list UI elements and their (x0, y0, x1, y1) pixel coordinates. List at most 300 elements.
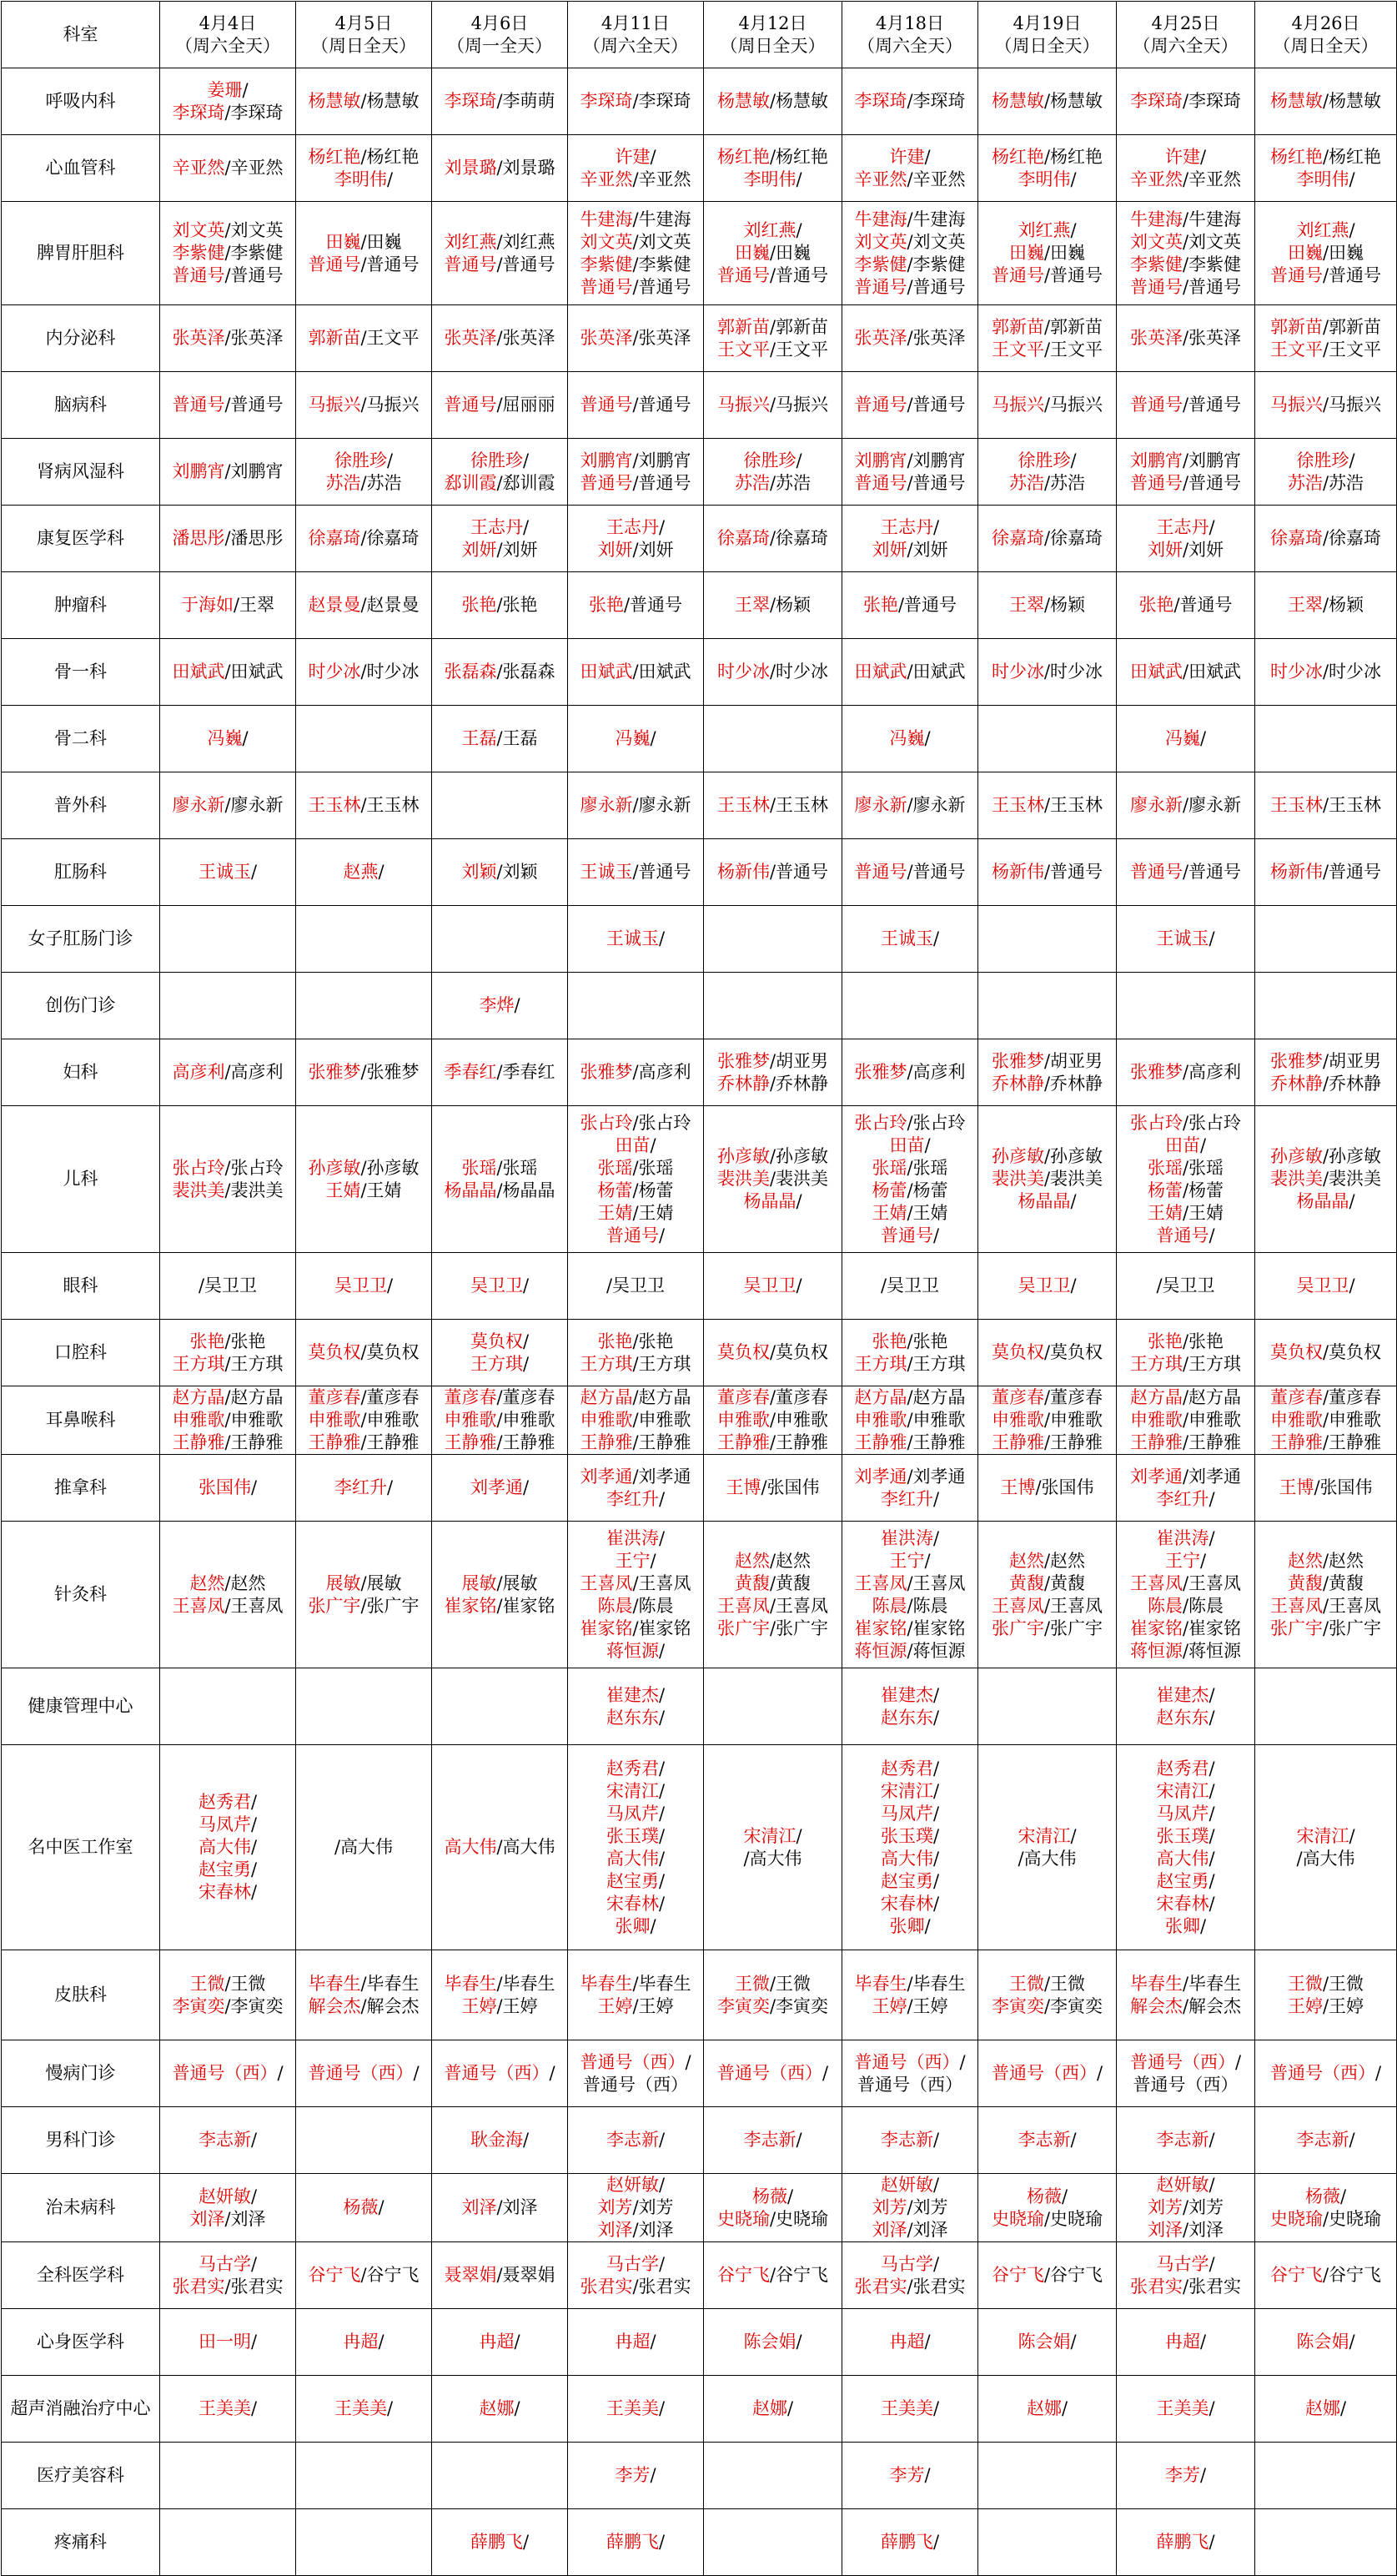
afternoon-doctor: / (250, 2130, 258, 2150)
morning-doctor: 高大伟 (606, 1848, 659, 1869)
table-row (2, 906, 1397, 973)
afternoon-doctor: /王微 (1322, 1973, 1364, 1994)
doctor-line (1257, 1825, 1394, 1848)
morning-doctor: 张雅梦 (1129, 1062, 1183, 1082)
doctor-line (298, 472, 430, 495)
schedule-cell (160, 1106, 296, 1253)
doctor-line (706, 1550, 840, 1572)
afternoon-doctor: / (786, 2398, 794, 2418)
afternoon-doctor: / (796, 2332, 802, 2352)
schedule-cell (1117, 2174, 1255, 2242)
afternoon-doctor: /吴卫卫 (880, 1275, 940, 1296)
afternoon-doctor: /张占玲 (907, 1112, 966, 1133)
schedule-cell (978, 1745, 1117, 1950)
doctor-line (162, 1859, 294, 1881)
afternoon-doctor: / (924, 2332, 931, 2352)
afternoon-doctor: /王静雅 (1322, 1432, 1382, 1452)
table-row (2, 439, 1397, 506)
doctor-line (844, 209, 976, 231)
doctor-line (844, 1431, 976, 1454)
afternoon-doctor: 普通号（西） (857, 2074, 962, 2095)
morning-doctor: 李明伟 (743, 169, 796, 189)
morning-doctor: 刘文英 (1129, 231, 1183, 252)
morning-doctor: 吴卫卫 (470, 1275, 523, 1296)
schedule-cell (1117, 1106, 1255, 1253)
morning-doctor: 刘妍 (461, 539, 497, 560)
schedule-cell (704, 2040, 842, 2107)
afternoon-doctor: /乔林静 (769, 1073, 829, 1094)
morning-doctor: 王婧 (872, 1202, 907, 1223)
afternoon-doctor: / (932, 928, 940, 948)
table-row (2, 2040, 1397, 2107)
doctor-line (570, 2074, 701, 2096)
morning-doctor: 宋春林 (198, 1882, 251, 1902)
date-column-header (1255, 2, 1397, 68)
doctor-line (844, 594, 976, 616)
afternoon-doctor: /高大伟 (1296, 1848, 1355, 1869)
schedule-cell (568, 2443, 704, 2509)
schedule-cell (1255, 973, 1397, 1039)
doctor-line (706, 1973, 840, 1995)
morning-doctor: 杨蕾 (1147, 1180, 1183, 1200)
morning-doctor: 马振兴 (716, 395, 770, 415)
afternoon-doctor: / (1209, 2253, 1215, 2274)
morning-doctor: 王诚玉 (1156, 928, 1209, 948)
dept-name: 脑病科 (2, 372, 160, 439)
date-column-header (842, 2, 978, 68)
schedule-cell (432, 2040, 568, 2107)
morning-doctor: 刘颖 (461, 862, 497, 882)
schedule-cell (1117, 439, 1255, 506)
day-label: （周日全天） (720, 35, 826, 56)
morning-doctor: 崔洪涛 (606, 1527, 659, 1548)
doctor-line (706, 1409, 840, 1431)
afternoon-doctor: /崔家铭 (496, 1595, 555, 1616)
afternoon-doctor: /申雅歌 (907, 1410, 966, 1430)
schedule-cell (1117, 1668, 1255, 1745)
afternoon-doctor: /王方琪 (907, 1353, 966, 1374)
schedule-cell (704, 2107, 842, 2174)
schedule-cell (568, 2309, 704, 2376)
doctor-line (844, 1848, 976, 1870)
doctor-line (1118, 1112, 1253, 1135)
afternoon-doctor: /申雅歌 (1182, 1410, 1242, 1430)
doctor-line (1257, 2331, 1394, 2353)
morning-doctor: 冉超 (889, 2332, 925, 2352)
table-row (2, 1320, 1397, 1386)
day-label: （周六全天） (1133, 35, 1239, 56)
doctor-line (1118, 327, 1253, 350)
morning-doctor: 马古学 (1156, 2253, 1209, 2274)
afternoon-doctor: / (932, 2398, 940, 2418)
afternoon-doctor: /毕春生 (907, 1973, 966, 1994)
afternoon-doctor: /莫负权 (1322, 1342, 1382, 1362)
schedule-cell (568, 1668, 704, 1745)
schedule-cell (296, 202, 432, 305)
morning-doctor: 王婷 (597, 1995, 633, 2016)
doctor-line (706, 264, 840, 287)
afternoon-doctor: / (796, 1275, 802, 1296)
afternoon-doctor: / (250, 862, 258, 882)
morning-doctor: 田苗 (1164, 1135, 1200, 1155)
doctor-line (162, 2208, 294, 2231)
afternoon-doctor: /王方琪 (224, 1353, 284, 1374)
morning-doctor: 刘文英 (172, 220, 225, 240)
schedule-cell (978, 772, 1117, 839)
doctor-line (706, 1595, 840, 1618)
afternoon-doctor: /王玉林 (1322, 795, 1382, 815)
schedule-cell (160, 2242, 296, 2309)
schedule-cell (160, 839, 296, 906)
doctor-line (844, 2174, 976, 2196)
morning-doctor: 莫负权 (991, 1342, 1044, 1362)
table-row (2, 2443, 1397, 2509)
doctor-line (298, 1409, 430, 1431)
doctor-line (434, 157, 565, 179)
doctor-line (1118, 2074, 1253, 2096)
schedule-cell (568, 973, 704, 1039)
morning-doctor: 田一明 (198, 2332, 251, 2352)
morning-doctor: 李寅奕 (716, 1995, 770, 2016)
afternoon-doctor: /解会杰 (360, 1995, 420, 2016)
doctor-line (1257, 1145, 1394, 1168)
schedule-cell (704, 772, 842, 839)
morning-doctor: 王宁 (889, 1550, 925, 1571)
morning-doctor: 刘鹏宵 (172, 461, 225, 481)
day-label: （周六全天） (175, 35, 280, 56)
afternoon-doctor: /刘泽 (496, 2197, 538, 2217)
schedule-cell (160, 572, 296, 639)
schedule-cell (432, 135, 568, 202)
morning-doctor: 杨新伟 (716, 862, 770, 882)
afternoon-doctor: / (924, 1550, 931, 1571)
doctor-line (298, 1386, 430, 1409)
morning-doctor: 马振兴 (991, 395, 1044, 415)
doctor-line (298, 1572, 430, 1595)
doctor-line (980, 861, 1114, 883)
morning-doctor: 莫负权 (1269, 1342, 1323, 1362)
morning-doctor: 马凤芹 (198, 1814, 251, 1834)
morning-doctor: 赵然 (734, 1550, 770, 1571)
doctor-line (844, 1061, 976, 1084)
morning-doctor: 田斌武 (580, 662, 633, 682)
schedule-cell (568, 372, 704, 439)
morning-doctor: 裴洪美 (716, 1169, 770, 1189)
schedule-cell (568, 1106, 704, 1253)
date-column-header (1117, 2, 1255, 68)
schedule-cell (432, 2309, 568, 2376)
afternoon-doctor: / (932, 1870, 940, 1891)
morning-doctor: 申雅歌 (716, 1410, 770, 1430)
afternoon-doctor: / (522, 450, 530, 470)
afternoon-doctor: /解会杰 (1182, 1995, 1242, 2016)
morning-doctor: 刘泽 (597, 2220, 633, 2240)
morning-doctor: 时少冰 (308, 662, 361, 682)
morning-doctor: 许建 (889, 146, 925, 167)
schedule-cell (160, 439, 296, 506)
schedule-cell (296, 305, 432, 372)
dept-name: 妇科 (2, 1039, 160, 1106)
afternoon-doctor: /蒋恒源 (907, 1640, 966, 1661)
morning-doctor: 王喜凤 (172, 1595, 225, 1616)
morning-doctor: 杨新伟 (991, 862, 1044, 882)
doctor-line (980, 1595, 1114, 1618)
morning-doctor: 王静雅 (172, 1432, 225, 1452)
schedule-cell (296, 706, 432, 772)
schedule-cell (1255, 439, 1397, 506)
doctor-line (1118, 90, 1253, 113)
doctor-line (980, 1409, 1114, 1431)
doctor-line (434, 1995, 565, 2018)
morning-doctor: 普通号 (716, 265, 770, 285)
doctor-line (1118, 1466, 1253, 1488)
doctor-line (1257, 316, 1394, 339)
doctor-line (706, 146, 840, 169)
doctor-line (298, 2397, 430, 2420)
morning-doctor: 赵妍敏 (880, 2175, 933, 2195)
morning-doctor: 王志丹 (606, 516, 659, 537)
doctor-line (706, 1572, 840, 1595)
afternoon-doctor: /李紫健 (907, 254, 966, 274)
doctor-line (844, 2074, 976, 2096)
afternoon-doctor: /赵方晶 (907, 1387, 966, 1407)
schedule-cell (296, 439, 432, 506)
schedule-cell (160, 2309, 296, 2376)
schedule-cell (432, 202, 568, 305)
dept-name: 健康管理中心 (2, 1668, 160, 1745)
afternoon-doctor: /张磊森 (496, 662, 555, 682)
morning-doctor: 张广宇 (308, 1595, 361, 1616)
afternoon-doctor: /王喜凤 (1322, 1595, 1382, 1616)
morning-doctor: 李寅奕 (991, 1995, 1044, 2016)
doctor-line (1257, 1431, 1394, 1454)
afternoon-doctor: /胡亚男 (1043, 1050, 1103, 1071)
doctor-line (1118, 516, 1253, 539)
doctor-line (706, 1341, 840, 1364)
dept-name: 儿科 (2, 1106, 160, 1253)
doctor-line (570, 2129, 701, 2151)
doctor-line (1118, 1331, 1253, 1353)
doctor-line (162, 2397, 294, 2420)
afternoon-doctor: /普通号 (496, 254, 555, 274)
afternoon-doctor: /普通号 (1322, 862, 1382, 882)
doctor-line (1118, 2253, 1253, 2276)
doctor-line (162, 1157, 294, 1180)
doctor-line (1118, 1550, 1253, 1572)
afternoon-doctor: /杨慧敏 (360, 91, 420, 111)
afternoon-doctor: /普通号 (1043, 862, 1103, 882)
afternoon-doctor: /王微 (1043, 1973, 1086, 1994)
doctor-line (570, 327, 701, 350)
date-label: 4月26日 (1291, 13, 1360, 33)
morning-doctor: 裴洪美 (172, 1180, 225, 1200)
schedule-cell (842, 1253, 978, 1320)
afternoon-doctor: /申雅歌 (496, 1410, 555, 1430)
dept-name: 慢病门诊 (2, 2040, 160, 2107)
doctor-line (162, 1477, 294, 1499)
doctor-line (1257, 1572, 1394, 1595)
afternoon-doctor: /李紫健 (224, 243, 284, 263)
doctor-line (298, 1275, 430, 1297)
morning-doctor: 普通号 (991, 265, 1044, 285)
doctor-line (844, 2196, 976, 2219)
afternoon-doctor: /王婷 (1322, 1995, 1364, 2016)
schedule-cell (842, 639, 978, 706)
morning-doctor: 乔林静 (1269, 1073, 1323, 1094)
morning-doctor: 莫负权 (470, 1331, 523, 1351)
table-row (2, 1745, 1397, 1950)
afternoon-doctor: /普通号 (360, 254, 420, 274)
schedule-cell (978, 305, 1117, 372)
afternoon-doctor: /王婧 (360, 1180, 402, 1200)
morning-doctor: 廖永新 (1129, 795, 1183, 815)
morning-doctor: 张占玲 (854, 1112, 907, 1133)
doctor-line (1118, 472, 1253, 495)
morning-doctor: 黄馥 (1008, 1572, 1044, 1593)
doctor-line (570, 1618, 701, 1640)
schedule-cell (978, 68, 1117, 135)
doctor-line (980, 1050, 1114, 1073)
afternoon-doctor: /王静雅 (360, 1432, 420, 1452)
morning-doctor: 赵娜 (1304, 2398, 1340, 2418)
doctor-line (980, 2397, 1114, 2420)
morning-doctor: 申雅歌 (580, 1410, 633, 1430)
doctor-line (1118, 861, 1253, 883)
schedule-cell (296, 1745, 432, 1950)
morning-doctor: 张艳 (1147, 1331, 1183, 1351)
doctor-line (570, 231, 701, 254)
afternoon-doctor: /毕春生 (632, 1973, 691, 1994)
doctor-line (570, 1409, 701, 1431)
afternoon-doctor: / (658, 1684, 666, 1705)
schedule-cell (432, 572, 568, 639)
schedule-cell (296, 572, 432, 639)
schedule-cell (1255, 372, 1397, 439)
morning-doctor: 王美美 (334, 2398, 387, 2418)
schedule-cell (568, 1522, 704, 1668)
morning-doctor: 王文平 (716, 339, 770, 360)
doctor-line (1118, 1225, 1253, 1247)
doctor-line (1118, 1527, 1253, 1550)
morning-doctor: 郄训霞 (444, 472, 497, 493)
doctor-line (1118, 169, 1253, 191)
morning-doctor: 普通号 (1156, 1225, 1209, 1245)
doctor-line (162, 594, 294, 616)
morning-doctor: 苏浩 (1287, 472, 1323, 493)
afternoon-doctor: / (959, 2051, 966, 2072)
schedule-cell (842, 1522, 978, 1668)
afternoon-doctor: / (658, 516, 666, 537)
afternoon-doctor: /毕春生 (1182, 1973, 1242, 1994)
afternoon-doctor: / (1349, 169, 1355, 189)
doctor-line (434, 472, 565, 495)
afternoon-doctor: /黄馥 (1322, 1572, 1364, 1593)
afternoon-doctor: /辛亚然 (224, 158, 284, 178)
afternoon-doctor: /申雅歌 (360, 1410, 420, 1430)
doctor-line (162, 2331, 294, 2353)
schedule-cell (704, 1106, 842, 1253)
morning-doctor: 赵秀君 (880, 1758, 933, 1779)
doctor-line (1257, 2397, 1394, 2420)
doctor-line (844, 1803, 976, 1825)
morning-doctor: 崔家铭 (854, 1618, 907, 1638)
morning-doctor: 王喜凤 (854, 1572, 907, 1593)
schedule-cell (296, 2107, 432, 2174)
morning-doctor: 申雅歌 (172, 1410, 225, 1430)
doctor-line (844, 1409, 976, 1431)
morning-doctor: 吴卫卫 (743, 1275, 796, 1296)
schedule-cell (704, 135, 842, 202)
date-label: 4月18日 (875, 13, 945, 33)
doctor-line (570, 794, 701, 817)
afternoon-doctor: /田斌武 (224, 662, 284, 682)
schedule-cell (978, 1106, 1117, 1253)
afternoon-doctor: /谷宁飞 (360, 2265, 420, 2285)
afternoon-doctor: /史晓瑜 (1322, 2208, 1382, 2229)
afternoon-doctor: / (1209, 1803, 1215, 1824)
table-row (2, 2174, 1397, 2242)
doctor-line (434, 1180, 565, 1202)
doctor-line (1257, 242, 1394, 264)
morning-doctor: 张占玲 (580, 1112, 633, 1133)
morning-doctor: 王婧 (1147, 1202, 1183, 1223)
doctor-line (298, 2062, 430, 2085)
schedule-cell (1255, 202, 1397, 305)
afternoon-doctor: /张艳 (907, 1331, 948, 1351)
doctor-line (570, 2174, 701, 2196)
morning-doctor: 申雅歌 (854, 1410, 907, 1430)
morning-doctor: 李红升 (880, 1488, 933, 1509)
doctor-line (298, 661, 430, 683)
doctor-line (980, 2062, 1114, 2085)
morning-doctor: 普通号（西） (1269, 2063, 1375, 2083)
schedule-cell (296, 2509, 432, 2576)
schedule-cell (1117, 1386, 1255, 1455)
date-label: 4月12日 (738, 13, 807, 33)
doctor-line (1118, 594, 1253, 616)
morning-doctor: 刘文英 (854, 231, 907, 252)
doctor-line (298, 1973, 430, 1995)
morning-doctor: 王婧 (597, 1202, 633, 1223)
schedule-cell (704, 1320, 842, 1386)
schedule-cell (842, 973, 978, 1039)
morning-doctor: 董彦春 (444, 1387, 497, 1407)
doctor-line (570, 1893, 701, 1915)
morning-doctor: 吴卫卫 (1018, 1275, 1071, 1296)
morning-doctor: 苏浩 (325, 472, 361, 493)
doctor-line (1118, 1275, 1253, 1297)
afternoon-doctor: / (1209, 928, 1215, 948)
afternoon-doctor: /徐嘉琦 (1322, 528, 1382, 548)
doctor-line (298, 1157, 430, 1180)
schedule-cell (1255, 706, 1397, 772)
schedule-cell (842, 906, 978, 973)
doctor-line (570, 146, 701, 169)
doctor-line (844, 1112, 976, 1135)
morning-doctor: 杨晶晶 (1018, 1191, 1071, 1211)
doctor-line (706, 1848, 840, 1870)
afternoon-doctor: / (250, 2398, 258, 2418)
doctor-line (1257, 90, 1394, 113)
morning-doctor: 冉超 (343, 2332, 379, 2352)
morning-doctor: 赵秀君 (198, 1792, 251, 1812)
morning-doctor: 张雅梦 (716, 1050, 770, 1071)
doctor-line (980, 242, 1114, 264)
doctor-line (1118, 2397, 1253, 2420)
doctor-line (844, 1225, 976, 1247)
afternoon-doctor: / (1209, 1758, 1215, 1779)
morning-doctor: 王婷 (461, 1995, 497, 2016)
